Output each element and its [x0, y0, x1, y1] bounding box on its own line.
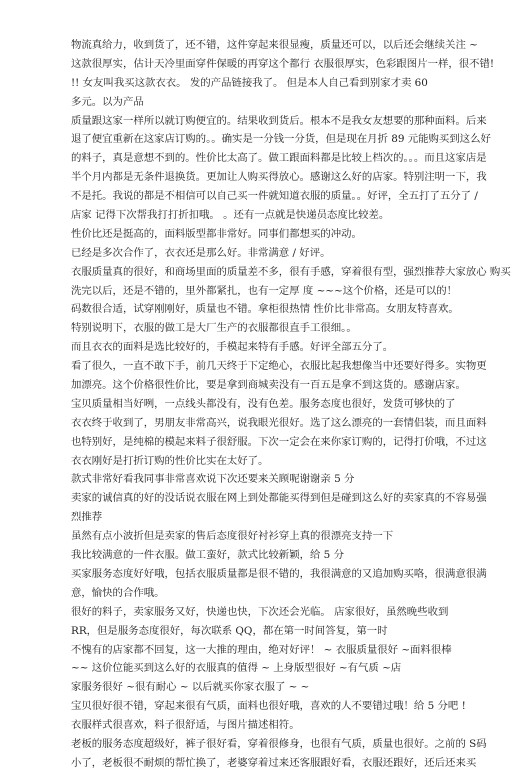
text-line: 退了便宜重新在这家店订购的。。确实是一分钱一分货，但是现在月折 89 元能购买到这么好: [71, 133, 491, 146]
text-line: 而且衣衣的面料是选比较好的，手模起来特有手感。好评全部五分了。: [71, 341, 394, 354]
text-line: 家服务很好 ~很有耐心 ~ 以后就买你家衣服了 ~ ~: [71, 681, 310, 694]
text-line: 我比较满意的一件衣服。做工蛮好，款式比较新颖，给 5 分: [71, 549, 344, 562]
text-line: 质量跟这家一样所以就订购便宜的。结果收到货后。根本不是我女友想要的那种面料。后来: [71, 114, 487, 127]
text-line: 很好的料子，卖家服务又好，快递也快，下次还会光临。 店家很好，虽然晚些收到: [71, 605, 449, 618]
text-line: 洗完以后，还是不错的，里外都紧扎，也有一定厚 度 ~~~这个价格，还是可以的！: [71, 284, 458, 297]
text-line: 加漂亮。这个价格很性价比，要是拿到商城卖没有一百五是拿不到这货的。感谢店家。: [71, 379, 466, 392]
text-line: 烈推荐: [71, 511, 103, 524]
text-line: 不是托。我说的都是不相信可以自己买一件就知道衣服的质量。。好评，全五打了五分了 /: [71, 190, 478, 203]
text-line: 虽然有点小波折但是卖家的售后态度很好衬衫穿上真的很漂亮支持一下: [71, 530, 394, 543]
text-line: 店家 记得下次帮我打打折扣哦。 。还有一点就是快递员态度比较差。: [71, 209, 390, 222]
text-line: 看了很久，一直不敢下手，前几天终于下定绝心，衣服比起我想像当中还要好得多。实物更: [71, 360, 487, 373]
text-line: 特别说明下，衣服的做工是大厂生产的衣服都很直手工很细。。: [71, 322, 357, 335]
text-line: RR，但是服务态度很好，每次联系 QQ，都在第一时间答复，第一时: [71, 624, 388, 637]
review-text-block: [71, 36, 511, 773]
text-line: 衣服质量真的很好，和商场里面的质量差不多，很有手感，穿着很有型，强烈推荐大家放心 购买: [71, 265, 511, 278]
text-line: 款式非常好看我同事非常喜欢说下次还要来关顾呢谢谢亲 5 分: [71, 473, 355, 486]
text-line: ~~ 这价位能买到这么好的衣服真的值得 ~ 上身版型很好 ~有气质 ~店: [71, 662, 402, 675]
text-line: 物流真给力，收到货了，还不错，这件穿起来很显瘦，质量还可以，以后还会继续关注 ~: [71, 39, 478, 51]
text-line: 衣衣刚好是打折订购的性价比实在太好了。: [71, 454, 269, 467]
text-line: 衣服样式很喜欢，料子很舒适，与图片描述相符。: [71, 719, 300, 732]
text-line: 也特别好，是纯棉的模起来料子很舒服。下次一定会在来你家订购的，记得打价哦，不过这: [71, 435, 487, 448]
text-line: 码数很合适，试穿刚刚好，质量也不错。拿柜很热情 性价比非常高。女朋友特喜欢。: [71, 303, 459, 316]
text-line: 半个月内都是无条件退换货。更加让人购买得放心。感谢这么好的店家。特别注明一下，我: [71, 171, 487, 184]
text-line: 这款很厚实，估计天冷里面穿件保暖的再穿这个都行 衣服很厚实，色彩跟图片一样，很不错!: [71, 57, 495, 70]
text-line: 性价比还是挺高的，面料版型都非常好。同事们都想买的冲动。: [71, 227, 362, 240]
text-line: 多元。以为产品: [71, 95, 144, 108]
text-line: 老板的服务态度超级好，裤子很好看，穿着很修身，也很有气质，质量也很好。之前的 S码: [71, 737, 487, 750]
text-line: 宝贝质量相当好咧，一点线头都没有，没有色差。服务态度也很好，发货可够快的了: [71, 397, 456, 410]
text-line: 意，愉快的合作哦。: [71, 586, 165, 599]
text-line: !! 女友叫我买这款衣衣。 发的产品链接我了。 但是本人自己看到别家才卖 60: [71, 76, 428, 89]
text-line: 的料子，真是意想不到的。性价比太高了。做工跟面料都是比较上档次的。。。而且这家店是: [71, 152, 487, 165]
text-line: 衣衣终于收到了，男朋友非常高兴，说我眼光很好。选了这么漂亮的一套情侣装，而且面料: [71, 416, 487, 429]
text-line: 已经是多次合作了，衣衣还是那么好。非常满意 / 好评。: [71, 246, 331, 259]
text-line: 宝贝很好很不错，穿起来很有气质，面料也很好哦，喜欢的人不要错过哦！给 5 分吧 !: [71, 700, 466, 713]
text-line: 小了，老板很不耐烦的帮忙换了，老婆穿着过来还客服跟好看，衣服还跟好，还后还来买: [71, 756, 477, 769]
text-line: 不愧有的店家都不回复，这一大推的理由，绝对好评！ ~ 衣服质量很好 ~面料很棒: [71, 643, 452, 656]
text-line: 卖家的诚信真的好的没话说衣服在网上到处都能买得到但是碰到这么好的卖家真的不容易强: [71, 492, 487, 505]
text-line: 买家服务态度好好哦，包括衣服质量都是很不错的，我很满意的又追加购买咯，很满意很满: [71, 567, 487, 580]
